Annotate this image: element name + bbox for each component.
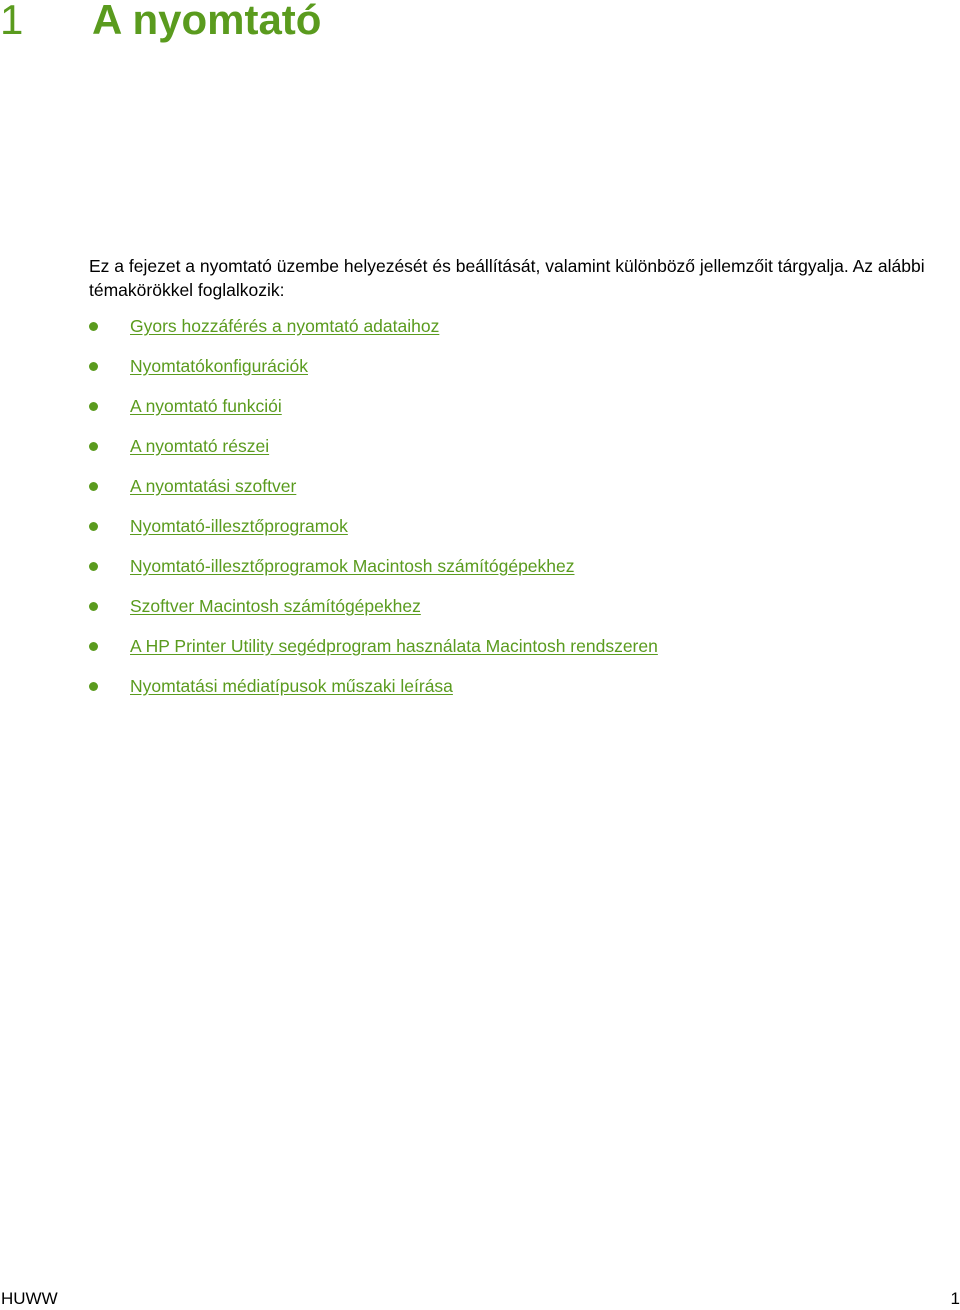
topic-link-drivers[interactable]: Nyomtató-illesztőprogramok <box>130 516 348 536</box>
bullet-icon <box>89 642 98 651</box>
topic-link-media-specs[interactable]: Nyomtatási médiatípusok műszaki leírása <box>130 676 453 696</box>
list-item <box>89 394 658 434</box>
list-item <box>89 314 658 354</box>
topic-link-mac-drivers[interactable]: Nyomtató-illesztőprogramok Macintosh számítógépekhez <box>130 556 575 576</box>
chapter-heading <box>0 0 321 48</box>
bullet-icon <box>89 522 98 531</box>
bullet-icon <box>89 562 98 571</box>
topic-link-configurations[interactable]: Nyomtatókonfigurációk <box>130 356 308 376</box>
list-item <box>89 474 658 514</box>
topic-link-features[interactable]: A nyomtató funkciói <box>130 396 282 416</box>
topic-list <box>89 314 658 714</box>
bullet-icon <box>89 402 98 411</box>
list-item <box>89 554 658 594</box>
intro-paragraph: Ez a fejezet a nyomtató üzembe helyezését és beállítását, valamint különböző jellemzőit tárgyalja. Az alábbi témakörökkel foglalkozik: <box>89 256 925 300</box>
page-number: 1 <box>950 1289 960 1308</box>
page-footer <box>0 1288 960 1310</box>
bullet-icon <box>89 602 98 611</box>
topic-link-parts[interactable]: A nyomtató részei <box>130 436 270 456</box>
topic-link-mac-software[interactable]: Szoftver Macintosh számítógépekhez <box>130 596 421 616</box>
list-item <box>89 674 658 714</box>
bullet-icon <box>89 322 98 331</box>
bullet-icon <box>89 482 98 491</box>
bullet-icon <box>89 362 98 371</box>
list-item <box>89 634 658 674</box>
topic-link-printer-utility[interactable]: A HP Printer Utility segédprogram használata Macintosh rendszeren <box>130 636 658 656</box>
topic-link-printing-software[interactable]: A nyomtatási szoftver <box>130 476 297 496</box>
list-item <box>89 434 658 474</box>
list-item <box>89 514 658 554</box>
bullet-icon <box>89 682 98 691</box>
topic-link-quick-access[interactable]: Gyors hozzáférés a nyomtató adataihoz <box>130 316 440 336</box>
bullet-icon <box>89 442 98 451</box>
list-item <box>89 354 658 394</box>
chapter-title: A nyomtató <box>92 0 322 43</box>
footer-doc-code: HUWW <box>1 1289 58 1308</box>
chapter-number: 1 <box>0 0 24 43</box>
list-item <box>89 594 658 634</box>
